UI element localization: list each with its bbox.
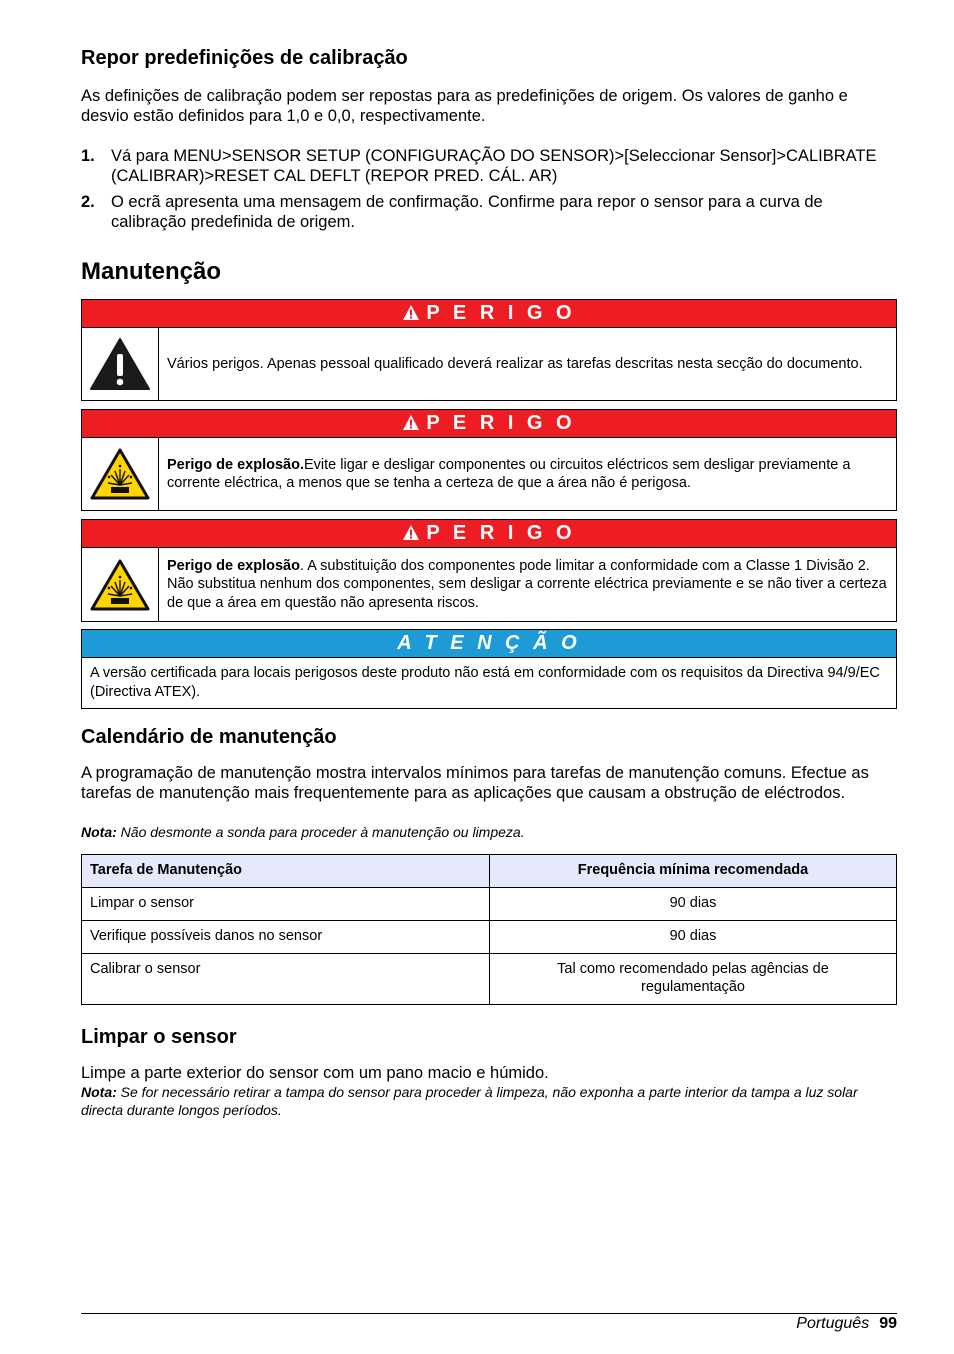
caution-box: [81, 629, 897, 709]
danger-header: [82, 300, 896, 328]
table-cell: 90 dias: [490, 921, 897, 954]
table-cell: Limpar o sensor: [82, 888, 490, 921]
table-cell: Tal como recomendado pelas agências de regulamentação: [490, 954, 897, 1005]
step-number: 1.: [81, 147, 95, 165]
step-text: O ecrã apresenta uma mensagem de confirmação. Confirme para repor o sensor para a curva de calibração predefinida de origem.: [111, 193, 823, 231]
clean-intro-paragraph: Limpe a parte exterior do sensor com um pano macio e húmido.: [81, 1064, 549, 1082]
danger-body: [82, 548, 896, 621]
table-cell: 90 dias: [490, 888, 897, 921]
warning-exclamation-icon: [82, 328, 159, 400]
table-row: [82, 888, 897, 921]
warning-triangle-icon: [402, 524, 420, 541]
caution-header: A T E N Ç Ã O: [82, 630, 896, 658]
table-row: [82, 921, 897, 954]
step-text: Vá para MENU>SENSOR SETUP (CONFIGURAÇÃO DO SENSOR)>[Seleccionar Sensor]>CALIBRATE (CALIBRAR)>RESET CAL DEFLT (REPOR PRED. CÁL. AR): [111, 147, 877, 185]
reset-intro-paragraph: As definições de calibração podem ser repostas para as predefinições de origem. Os valores de ganho e desvio estão definidos para 1,0 e 0,0, respectivamente.: [81, 87, 848, 125]
danger-body: [82, 328, 896, 400]
page-number: 99: [879, 1315, 897, 1332]
reset-steps-list: [81, 146, 897, 238]
danger-label: P E R I G O: [426, 522, 576, 544]
danger-label: P E R I G O: [426, 302, 576, 324]
danger-header: [82, 520, 896, 548]
note-label: Nota:: [81, 1084, 117, 1100]
note-text: Se for necessário retirar a tampa do sensor para proceder à limpeza, não exponha a parte interior da tampa a luz solar directa durante longos períodos.: [81, 1084, 858, 1118]
footer-divider: [81, 1313, 897, 1314]
table-header-row: [82, 855, 897, 888]
note-text: Não desmonte a sonda para proceder à manutenção ou limpeza.: [116, 824, 525, 840]
clean-note: [81, 1083, 897, 1119]
explosion-hazard-icon: [82, 548, 159, 621]
danger-box: [81, 519, 897, 622]
note-label: Nota:: [81, 824, 117, 840]
danger-box: [81, 299, 897, 401]
table-header-cell: Frequência mínima recomendada: [490, 855, 897, 888]
maintenance-schedule-table: [81, 854, 897, 1005]
section-title-reset-calibration: Repor predefinições de calibração: [81, 47, 408, 69]
warning-triangle-icon: [402, 304, 420, 321]
page-footer: [796, 1314, 897, 1334]
table-row: [82, 954, 897, 1005]
warning-triangle-icon: [402, 414, 420, 431]
danger-label: P E R I G O: [426, 412, 576, 434]
danger-text: Perigo de explosão.Evite ligar e desligar componentes ou circuitos eléctricos sem desligar previamente a corrente eléctrica, a menos que se tenha a certeza de que a área não é perigosa.: [167, 456, 851, 491]
step-item: [81, 192, 897, 232]
danger-text: Perigo de explosão. A substituição dos componentes pode limitar a conformidade com a Classe 1 Divisão 2. Não substitua nenhum dos componentes, sem desligar a corrente eléctrica previamente e se não tiver a certeza de que a área em questão não apresenta riscos.: [167, 557, 887, 611]
schedule-intro-paragraph: A programação de manutenção mostra intervalos mínimos para tarefas de manutenção comuns. Efectue as tarefas de manutenção mais frequentemente para as aplicações que causam a obstrução de eléctrodos.: [81, 764, 869, 802]
danger-body: [82, 438, 896, 510]
step-item: [81, 146, 897, 186]
section-title-maintenance: Manutenção: [81, 258, 222, 285]
step-number: 2.: [81, 193, 95, 211]
table-cell: Verifique possíveis danos no sensor: [82, 921, 490, 954]
danger-text: Vários perigos. Apenas pessoal qualificado deverá realizar as tarefas descritas nesta secção do documento.: [167, 355, 863, 372]
table-cell: Calibrar o sensor: [82, 954, 490, 1005]
danger-box: [81, 409, 897, 511]
schedule-note: [81, 823, 897, 841]
footer-language: Português: [796, 1315, 870, 1332]
caution-text: A versão certificada para locais perigosos deste produto não está em conformidade com os requisitos da Directiva 94/9/EC (Directiva ATEX).: [90, 665, 880, 700]
explosion-hazard-icon: [82, 438, 159, 510]
section-title-schedule: Calendário de manutenção: [81, 726, 337, 748]
danger-header: [82, 410, 896, 438]
section-title-clean-sensor: Limpar o sensor: [81, 1026, 237, 1048]
table-header-cell: Tarefa de Manutenção: [82, 855, 490, 888]
